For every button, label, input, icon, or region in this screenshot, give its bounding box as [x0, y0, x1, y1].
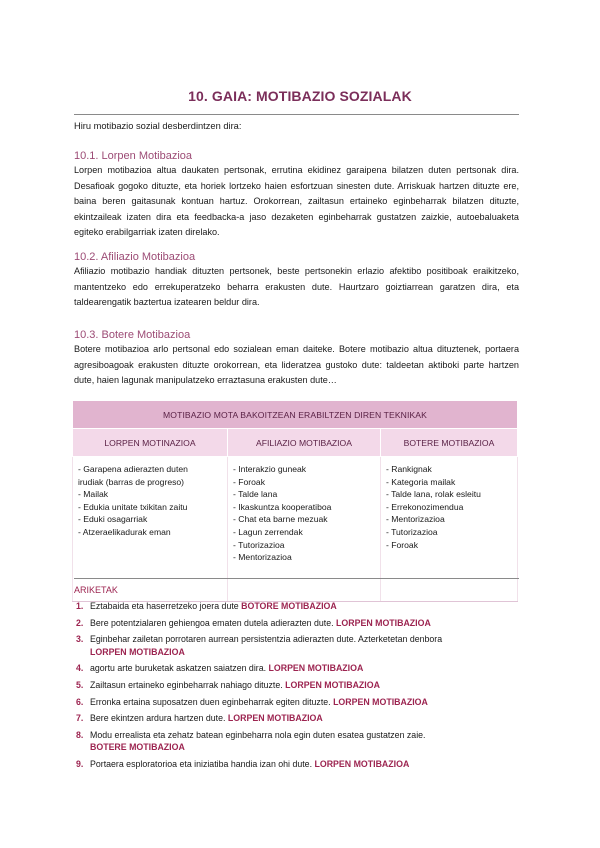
- column-header-afiliazio: AFILIAZIO MOTIBAZIOA: [228, 429, 381, 457]
- exercises-list: [76, 600, 520, 775]
- list-item: - Errekonozimendua: [386, 501, 464, 512]
- section-text-botere: Botere motibazioa arlo pertsonal edo sozialean eman daiteke. Botere motibazio altua dituztenek, portaera agresiboagoak erakusten dituzte orokorrean, eta lideratzea gustoko dute: taldeetan aktiboki parte hartzen dute, haien lagunak manipulatzeko erraztasuna erakusten dute…: [74, 344, 519, 386]
- list-item: - Mailak: [78, 489, 109, 500]
- column-header-botere: BOTERE MOTIBAZIOA: [381, 429, 518, 457]
- exercise-item: [76, 633, 520, 658]
- exercise-text: Eztabaida eta haserretzeko joera dute: [90, 601, 239, 611]
- table-header: MOTIBAZIO MOTA BAKOITZEAN ERABILTZEN DIREN TEKNIKAK: [73, 401, 518, 429]
- list-item: - Atzeraelikadurak eman: [78, 526, 171, 537]
- exercise-number: 2.: [76, 617, 84, 628]
- list-item: - Talde lana: [233, 489, 278, 500]
- section-text-lorpen: Lorpen motibazioa altua daukaten pertsonak, errutina ekidinez garaipena bilatzen duten pertsonak dira. Desafioak gogoko dituzte, eta horiek lortzeko haien esfortzuan sinesten dute. Arriskuak hartzen dituzte ere, baina beren gaitasunak kontuan hartuz. Orokorrean, zailtasun ertaineko eginbeharrak bilatzen dituzte, ekintzaileak izaten dira eta feedbacka-a jaso dezaketen eginbeharrak gustatzen zaizkie, autoebaluaketa egiteko erabilgarriak izaten direlako.: [74, 165, 519, 238]
- section-text-afiliazio: Afiliazio motibazio handiak dituzten pertsonek, beste pertsonekin erlazio afektibo positiboak eraikitzeko, mantentzeko edo errekuperatzeko beharra erakusten dute. Haurtzaro goiztiarrean garatzen dira, eta taldearengatik baztertua izatearen beldur dira.: [74, 266, 519, 308]
- list-item: - Talde lana, rolak esleitu: [386, 489, 481, 500]
- exercise-number: 4.: [76, 663, 84, 674]
- exercise-item: [76, 662, 520, 675]
- exercise-number: 3.: [76, 634, 84, 645]
- exercise-answer: LORPEN MOTIBAZIOA: [285, 679, 380, 690]
- list-item: - Rankignak: [386, 464, 432, 474]
- exercise-text: Bere ekintzen ardura hartzen dute.: [90, 713, 226, 724]
- exercise-item: [76, 712, 520, 725]
- list-item: - Mentorizazioa: [233, 552, 292, 563]
- exercise-answer: LORPEN MOTIBAZIOA: [268, 663, 364, 674]
- list-item: - Garapena adierazten duten: [78, 464, 188, 474]
- exercise-item: [76, 600, 520, 613]
- list-item: - Foroak: [233, 476, 265, 487]
- exercise-number: 9.: [76, 758, 84, 769]
- list-item: - Mentorizazioa: [386, 514, 445, 525]
- list-item: - Kategoria mailak: [386, 476, 456, 487]
- list-item: - Edukia unitate txikitan zaitu: [78, 501, 188, 512]
- page-title: 10. GAIA: MOTIBAZIO SOZIALAK: [188, 88, 412, 104]
- list-item: - Lagun zerrendak: [233, 526, 303, 537]
- exercise-text: Zailtasun ertaineko eginbeharrak nahiago dituzte.: [90, 679, 283, 690]
- title-divider: [74, 114, 519, 115]
- column-header-lorpen: LORPEN MOTINAZIOA: [73, 429, 228, 457]
- exercises-divider: [74, 578, 519, 579]
- exercise-answer: BOTORE MOTIBAZIOA: [241, 601, 337, 611]
- column-items-lorpen: [73, 457, 228, 602]
- exercise-text: agortu arte buruketak askatzen saiatzen dira.: [90, 663, 267, 674]
- list-item: - Chat eta barne mezuak: [233, 514, 328, 525]
- section-heading-afiliazio: 10.2. Afiliazio Motibazioa: [74, 251, 196, 263]
- exercise-number: 1.: [76, 601, 84, 611]
- list-item: - Foroak: [386, 539, 418, 550]
- section-heading-botere: 10.3. Botere Motibazioa: [74, 329, 191, 341]
- exercise-number: 5.: [76, 679, 84, 690]
- list-item: - Tutorizazioa: [386, 526, 438, 537]
- exercise-item: [76, 696, 520, 709]
- exercise-text: Erronka ertaina suposatzen duen eginbeharrak egiten dituzte.: [90, 696, 331, 707]
- list-item: - Ikaskuntza kooperatiboa: [233, 501, 332, 512]
- exercise-answer: LORPEN MOTIBAZIOA: [314, 758, 410, 769]
- exercise-number: 6.: [76, 696, 84, 707]
- exercise-number: 7.: [76, 713, 84, 724]
- exercise-text: Eginbehar zailetan porrotaren aurrean persistentzia adierazten dute. Azterketetan denbora: [90, 634, 443, 645]
- column-items-botere: [381, 457, 518, 602]
- exercise-answer: LORPEN MOTIBAZIOA: [333, 696, 428, 707]
- list-item: - Eduki osagarriak: [78, 514, 148, 525]
- exercise-text: Bere potentzialaren gehiengoa ematen dutela adierazten dute.: [90, 617, 334, 628]
- list-item: - Tutorizazioa: [233, 539, 285, 550]
- exercise-answer: LORPEN MOTIBAZIOA: [90, 646, 185, 657]
- techniques-table: [72, 400, 518, 602]
- list-item: irudiak (barras de progreso): [78, 476, 185, 487]
- list-item: - Interakzio guneak: [233, 464, 307, 474]
- exercise-item: [76, 758, 520, 771]
- exercise-answer: BOTERE MOTIBAZIOA: [90, 742, 185, 753]
- exercise-item: [76, 729, 520, 754]
- exercise-item: [76, 679, 520, 692]
- exercise-text: Modu errealista eta zehatz batean eginbeharra nola egin duten esatea gustatzen zaie.: [90, 729, 426, 740]
- exercise-text: Portaera esploratorioa eta iniziatiba handia izan ohi dute.: [90, 758, 313, 769]
- exercise-item: [76, 617, 520, 630]
- exercise-number: 8.: [76, 729, 84, 740]
- section-heading-lorpen: 10.1. Lorpen Motibazioa: [74, 150, 193, 162]
- column-items-afiliazio: [228, 457, 381, 602]
- exercises-heading: ARIKETAK: [74, 585, 118, 595]
- intro-text: Hiru motibazio sozial desberdintzen dira:: [74, 121, 242, 131]
- exercise-answer: LORPEN MOTIBAZIOA: [227, 713, 323, 724]
- exercise-answer: LORPEN MOTIBAZIOA: [336, 617, 431, 628]
